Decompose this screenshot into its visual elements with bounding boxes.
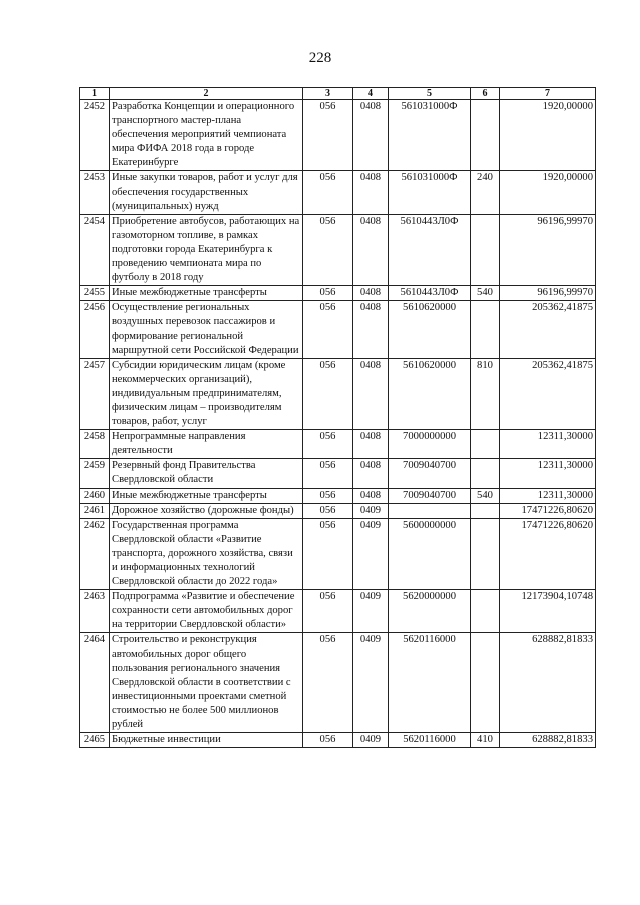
target-code: 5620116000 [389,633,471,733]
row-name: Резервный фонд Правительства Свердловской области [110,459,303,488]
row-name: Бюджетные инвестиции [110,733,303,748]
row-number: 2459 [80,459,110,488]
ministry-code: 056 [303,301,353,358]
expense-code [471,590,500,633]
amount: 205362,41875 [500,301,596,358]
row-name: Иные закупки товаров, работ и услуг для обеспечения государственных (муниципальных) нужд [110,171,303,214]
header-col-4: 4 [353,88,389,100]
ministry-code: 056 [303,214,353,285]
expense-code [471,301,500,358]
ministry-code: 056 [303,100,353,171]
row-name: Непрограммные направления деятельности [110,430,303,459]
row-number: 2461 [80,503,110,518]
row-number: 2460 [80,488,110,503]
row-name: Государственная программа Свердловской области «Развитие транспорта, дорожного хозяйства, связи и информационных технологий Свердловской области до 2022 года» [110,518,303,589]
row-name: Дорожное хозяйство (дорожные фонды) [110,503,303,518]
section-code: 0408 [353,358,389,429]
amount: 17471226,80620 [500,503,596,518]
target-code: 5620116000 [389,733,471,748]
section-code: 0408 [353,301,389,358]
amount: 96196,99970 [500,286,596,301]
row-name: Разработка Концепции и операционного транспортного мастер-плана обеспечения мероприятий чемпионата мира ФИФА 2018 года в городе Екатеринбурге [110,100,303,171]
section-code: 0408 [353,214,389,285]
header-col-5: 5 [389,88,471,100]
ministry-code: 056 [303,286,353,301]
target-code: 5610443Л0Ф [389,214,471,285]
ministry-code: 056 [303,518,353,589]
expense-code [471,100,500,171]
target-code [389,503,471,518]
amount: 1920,00000 [500,171,596,214]
amount: 12311,30000 [500,488,596,503]
header-row [80,88,596,100]
row-number: 2457 [80,358,110,429]
ministry-code: 056 [303,459,353,488]
row-number: 2452 [80,100,110,171]
header-col-2: 2 [110,88,303,100]
ministry-code: 056 [303,488,353,503]
section-code: 0408 [353,459,389,488]
amount: 205362,41875 [500,358,596,429]
target-code: 561031000Ф [389,100,471,171]
table-row [80,286,596,301]
row-number: 2453 [80,171,110,214]
row-name: Строительство и реконструкция автомобильных дорог общего пользования регионального значения Свердловской области в соответствии с инвестиционными проектами сметной стоимостью не более 500 миллионов рублей [110,633,303,733]
expense-code [471,518,500,589]
expense-code: 540 [471,488,500,503]
table-row [80,518,596,589]
amount: 96196,99970 [500,214,596,285]
target-code: 561031000Ф [389,171,471,214]
section-code: 0408 [353,286,389,301]
amount: 1920,00000 [500,100,596,171]
target-code: 7009040700 [389,459,471,488]
row-name: Субсидии юридическим лицам (кроме некоммерческих организаций), индивидуальным предпринимателям, физическим лицам – производителям товаров, работ, услуг [110,358,303,429]
amount: 12173904,10748 [500,590,596,633]
table-row [80,100,596,171]
row-name: Приобретение автобусов, работающих на газомоторном топливе, в рамках подготовки города Екатеринбурга к проведению чемпионата мира по футболу в 2018 году [110,214,303,285]
amount: 628882,81833 [500,733,596,748]
table-row [80,590,596,633]
header-col-1: 1 [80,88,110,100]
expense-code [471,633,500,733]
page-number: 228 [308,50,332,66]
row-number: 2456 [80,301,110,358]
header-col-6: 6 [471,88,500,100]
table-row [80,633,596,733]
row-number: 2465 [80,733,110,748]
header-col-7: 7 [500,88,596,100]
amount: 12311,30000 [500,459,596,488]
amount: 12311,30000 [500,430,596,459]
expense-code [471,503,500,518]
row-number: 2464 [80,633,110,733]
section-code: 0409 [353,503,389,518]
target-code: 5610443Л0Ф [389,286,471,301]
expense-code: 240 [471,171,500,214]
section-code: 0409 [353,518,389,589]
ministry-code: 056 [303,590,353,633]
table-row [80,171,596,214]
table-row [80,358,596,429]
target-code: 5610620000 [389,301,471,358]
table-row [80,503,596,518]
amount: 17471226,80620 [500,518,596,589]
budget-table [79,87,596,748]
ministry-code: 056 [303,503,353,518]
row-number: 2463 [80,590,110,633]
expense-code: 810 [471,358,500,429]
section-code: 0409 [353,633,389,733]
ministry-code: 056 [303,633,353,733]
target-code: 5600000000 [389,518,471,589]
table-row [80,733,596,748]
ministry-code: 056 [303,733,353,748]
row-name: Подпрограмма «Развитие и обеспечение сохранности сети автомобильных дорог на территории Свердловской области» [110,590,303,633]
row-number: 2454 [80,214,110,285]
expense-code: 410 [471,733,500,748]
ministry-code: 056 [303,171,353,214]
section-code: 0408 [353,100,389,171]
section-code: 0408 [353,430,389,459]
table-row [80,214,596,285]
table-row [80,459,596,488]
section-code: 0408 [353,488,389,503]
target-code: 7000000000 [389,430,471,459]
expense-code [471,459,500,488]
amount: 628882,81833 [500,633,596,733]
target-code: 7009040700 [389,488,471,503]
target-code: 5610620000 [389,358,471,429]
section-code: 0408 [353,171,389,214]
expense-code [471,430,500,459]
row-name: Осуществление региональных воздушных перевозок пассажиров и формирование региональной маршрутной сети Российской Федерации [110,301,303,358]
row-name: Иные межбюджетные трансферты [110,488,303,503]
row-number: 2458 [80,430,110,459]
header-col-3: 3 [303,88,353,100]
row-name: Иные межбюджетные трансферты [110,286,303,301]
ministry-code: 056 [303,358,353,429]
table-row [80,488,596,503]
row-number: 2462 [80,518,110,589]
target-code: 5620000000 [389,590,471,633]
ministry-code: 056 [303,430,353,459]
expense-code: 540 [471,286,500,301]
table-row [80,301,596,358]
table-row [80,430,596,459]
expense-code [471,214,500,285]
row-number: 2455 [80,286,110,301]
section-code: 0409 [353,590,389,633]
section-code: 0409 [353,733,389,748]
